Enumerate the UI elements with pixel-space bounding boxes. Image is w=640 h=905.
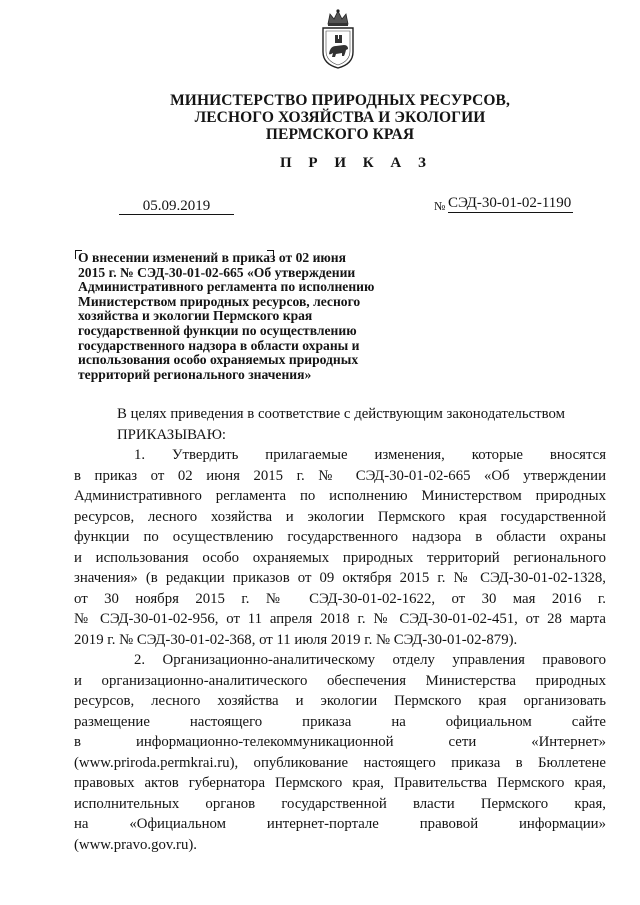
subject-line: 2015 г. № СЭД-30-01-02-665 «Об утверждении (78, 264, 356, 280)
body-line: ПРИКАЗЫВАЮ: (117, 426, 227, 443)
subject-line: хозяйства и экологии Пермского края (78, 308, 313, 324)
body-line: 2. Организационно-аналитическому отделу управления правового (134, 652, 606, 668)
body-line: ресурсов, лесного хозяйства и экологии Пермского края организовать (74, 693, 606, 709)
body-line: и организационно-аналитического обеспечения Министерства природных (74, 672, 606, 689)
body-line: (www.priroda.permkrai.ru), опубликование настоящего приказа в Бюллетене (74, 754, 606, 771)
subject-line: Министерством природных ресурсов, лесного (78, 293, 361, 309)
body-line: правовых актов губернатора Пермского края, Правительства Пермского края, (74, 775, 606, 791)
body-line: № СЭД-30-01-02-956, от 11 апреля 2018 г. № СЭД-30-01-02-451, от 28 марта (74, 611, 606, 627)
body-line: в информационно-телекоммуникационной сети «Интернет» (74, 734, 606, 750)
body-line: значения» (в редакции приказов от 09 октября 2015 г. № СЭД-30-01-02-1328, (74, 570, 606, 586)
number-label: № (434, 199, 446, 213)
subject-line: О внесении изменений в приказ от 02 июня (78, 250, 346, 265)
subject-line: государственной функции по осуществлению (78, 322, 357, 338)
body-line: размещение настоящего приказа на официальном сайте (74, 713, 606, 730)
body-line: и использования особо охраняемых природных территорий регионального (74, 549, 606, 566)
body-line: (www.pravo.gov.ru). (74, 836, 197, 853)
subject-line: Административного регламента по исполнению (78, 279, 375, 295)
ministry-header (100, 92, 580, 143)
document-body (74, 404, 606, 855)
ministry-line-2: ЛЕСНОГО ХОЗЯЙСТВА И ЭКОЛОГИИ (194, 109, 486, 126)
document-date: 05.09.2019 (119, 198, 234, 215)
document-type: П Р И К А З (280, 155, 433, 171)
document-subject (78, 251, 398, 382)
body-line: 1. Утвердить прилагаемые изменения, которые вносятся (134, 447, 606, 463)
body-line: на «Официальном интернет-портале правовой информации» (74, 816, 606, 832)
subject-line: государственного надзора в области охраны и (78, 337, 360, 353)
body-line: от 30 ноября 2015 г. № СЭД-30-01-02-1622, от 30 мая 2016 г. (74, 590, 606, 607)
subject-line: использования особо охраняемых природных (78, 352, 359, 368)
coat-of-arms-icon (318, 8, 358, 70)
body-line: В целях приведения в соответствие с действующим законодательством (117, 406, 565, 422)
body-line: исполнительных органов государственной власти Пермского края, (74, 795, 606, 812)
body-line: 2019 г. № СЭД-30-01-02-368, от 11 июля 2019 г. № СЭД-30-01-02-879). (74, 631, 518, 648)
body-line: ресурсов, лесного хозяйства и экологии Пермского края государственной (74, 508, 606, 525)
ministry-line-1: МИНИСТЕРСТВО ПРИРОДНЫХ РЕСУРСОВ, (170, 92, 510, 109)
body-line: функции по осуществлению государственного надзора в области охраны (74, 529, 606, 545)
body-line: Административного регламента по исполнению Министерством природных (74, 488, 606, 504)
ministry-line-3: ПЕРМСКОГО КРАЯ (265, 126, 415, 143)
document-number: СЭД-30-01-02-1190 (448, 195, 572, 211)
subject-line: территорий регионального значения» (78, 366, 312, 382)
body-line: в приказ от 02 июня 2015 г. № СЭД-30-01-02-665 «Об утверждении (74, 467, 606, 484)
